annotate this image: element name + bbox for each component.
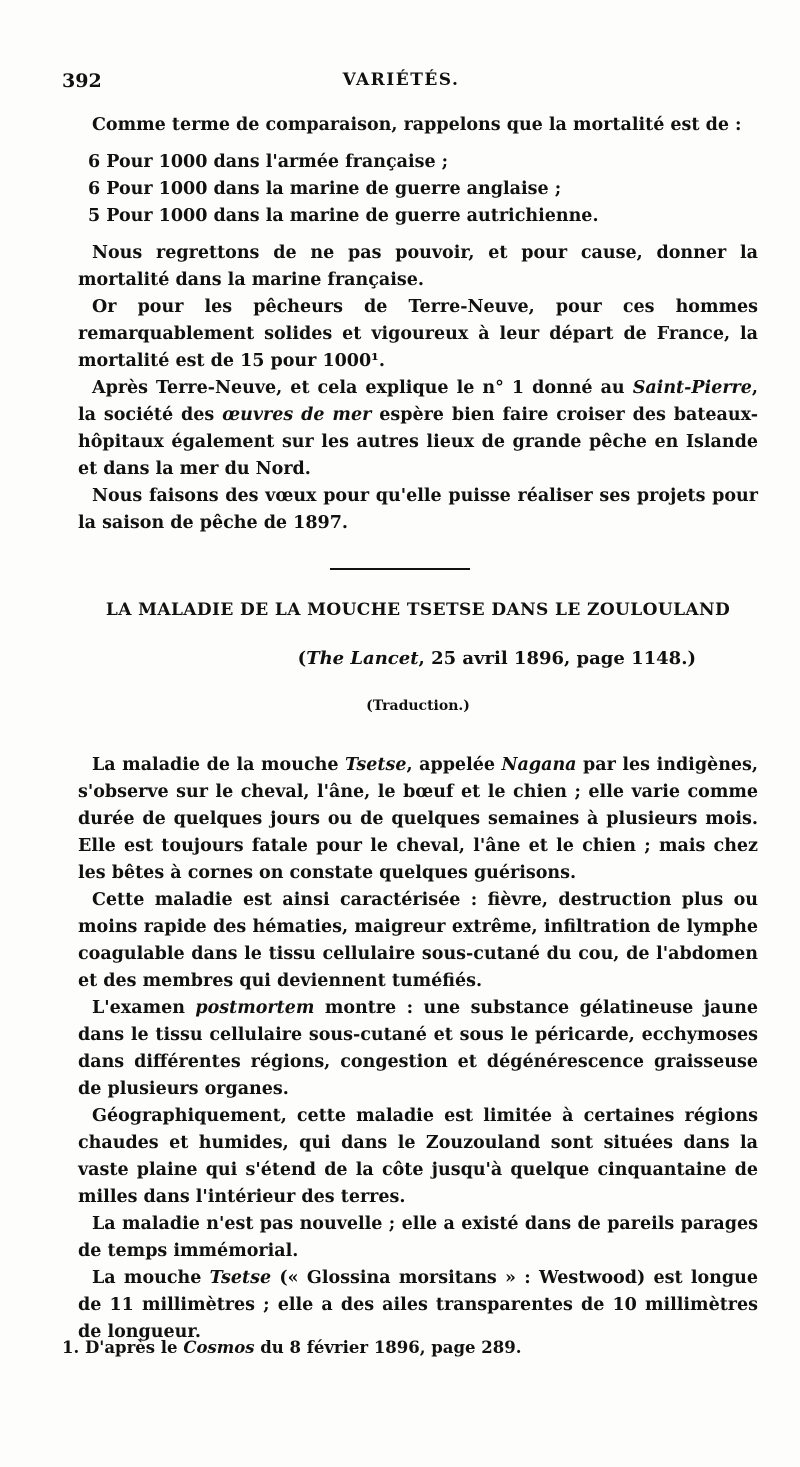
translation-note: (Traduction.) — [366, 698, 470, 714]
list-item: 5 Pour 1000 dans la marine de guerre autrichienne. — [88, 206, 599, 226]
running-title: VARIÉTÉS. — [342, 70, 460, 90]
page-header — [62, 70, 740, 100]
section-mortality — [78, 112, 758, 537]
paragraph: Géographiquement, cette maladie est limitée à certaines régions chaudes et humides, qui dans le Zouzouland sont situées dans la vaste plaine qui s'étend de la côte jusqu'à quelque cinquantaine de milles dans l'intérieur des terres. — [78, 1106, 758, 1207]
footnote: 1. D'après le Cosmos du 8 février 1896, page 289. — [62, 1338, 522, 1357]
paragraph: Or pour les pêcheurs de Terre-Neuve, pour ces hommes remarquablement solides et vigoureux à leur départ de France, la mortalité est de 15 pour 1000¹. — [78, 297, 758, 371]
mortality-list — [78, 149, 758, 230]
list-item: 6 Pour 1000 dans la marine de guerre anglaise ; — [88, 179, 562, 199]
list-item: 6 Pour 1000 dans l'armée française ; — [88, 152, 449, 172]
article-title: LA MALADIE DE LA MOUCHE TSETSE DANS LE ZOULOULAND — [105, 600, 731, 620]
paragraph: Nous regrettons de ne pas pouvoir, et pour cause, donner la mortalité dans la marine française. — [78, 243, 758, 290]
paragraph: La maladie n'est pas nouvelle ; elle a existé dans de pareils parages de temps immémorial. — [78, 1214, 758, 1261]
paragraph: La mouche Tsetse (« Glossina morsitans » : Westwood) est longue de 11 millimètres ; elle a des ailes transparentes de 10 millimètres de longueur. — [78, 1268, 758, 1342]
page-number: 392 — [62, 70, 102, 92]
paragraph: Cette maladie est ainsi caractérisée : fièvre, destruction plus ou moins rapide des hématies, maigreur extrême, infiltration de lymphe coagulable dans le tissu cellulaire sous-cutané du cou, de l'abdomen et des membres qui deviennent tuméfiés. — [78, 890, 758, 991]
section-divider — [330, 568, 470, 570]
comparison-intro: Comme terme de comparaison, rappelons que la mortalité est de : — [92, 115, 742, 135]
article-body — [78, 752, 758, 1346]
article-source: (The Lancet, 25 avril 1896, page 1148.) — [297, 648, 696, 669]
paragraph: Nous faisons des vœux pour qu'elle puisse réaliser ses projets pour la saison de pêche de 1897. — [78, 486, 758, 533]
paragraph: La maladie de la mouche Tsetse, appelée Nagana par les indigènes, s'observe sur le cheval, l'âne, le bœuf et le chien ; elle varie comme durée de quelques jours ou de quelques semaines à plusieurs mois. Elle est toujours fatale pour le cheval, l'âne et le chien ; mais chez les bêtes à cornes on constate quelques guérisons. — [78, 755, 758, 883]
paragraph: Après Terre-Neuve, et cela explique le n° 1 donné au Saint-Pierre, la société des œuvres de mer espère bien faire croiser des bateaux-hôpitaux également sur les autres lieux de grande pêche en Islande et dans la mer du Nord. — [78, 378, 759, 479]
paragraph: L'examen postmortem montre : une substance gélatineuse jaune dans le tissu cellulaire sous-cutané et sous le péricarde, ecchymoses dans différentes régions, congestion et dégénérescence graisseuse de plusieurs organes. — [78, 998, 758, 1099]
